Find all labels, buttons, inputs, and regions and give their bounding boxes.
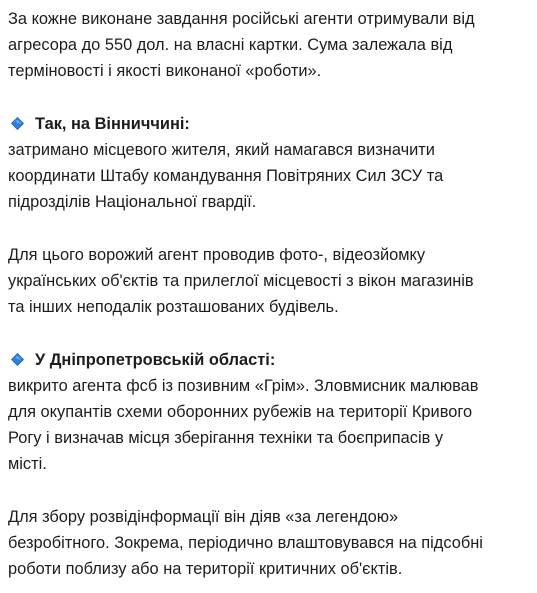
vinnytsia-heading [8,111,532,137]
text-line: підрозділів Національної гвардії. [8,193,257,212]
dnipro-heading [8,347,532,373]
text-line: викрито агента фсб із позивним «Грім». Зловмисник малював [8,376,479,395]
blue-diamond-icon [11,353,24,366]
text-line: терміновості і якості виконаної «роботи». [8,62,322,81]
text-line: Для цього ворожий агент проводив фото-, відеозйомку [8,245,426,264]
text-line: затримано місцевого жителя, який намагався визначити [8,141,435,159]
text-line: місті. [8,455,47,474]
vinnytsia-heading-label: Так, на Вінниччині: [35,114,190,133]
dnipro-detail-paragraph [8,504,532,583]
blue-diamond-icon [11,117,24,130]
dnipro-heading-label: У Дніпропетровській області: [35,350,276,369]
text-line: безробітного. Зокрема, періодично влаштовувався на підсобні [8,534,483,552]
text-line: агресора до 550 дол. на власні картки. Сума залежала від [8,36,453,55]
message-text [8,6,532,582]
text-line: Рогу і визначав місця зберігання техніки та боєприпасів у [8,429,444,448]
text-line: За кожне виконане завдання російські агенти отримували від [8,10,475,28]
text-line: роботи поблизу або на території критичних об'єктів. [8,560,403,579]
text-line: координати Штабу командування Повітряних Сил ЗСУ та [8,167,444,186]
intro-paragraph [8,6,532,85]
vinnytsia-detail-paragraph [8,242,532,321]
text-line: для окупантів схеми оборонних рубежів на території Кривого [8,403,473,421]
dnipro-section [8,347,532,478]
vinnytsia-section [8,111,532,216]
text-line: українських об'єктів та прилеглої місцевості з вікон магазинів [8,272,474,290]
text-line: та інших неподалік розташованих будівель. [8,298,339,317]
text-line: Для збору розвідінформації він діяв «за легендою» [8,507,399,526]
